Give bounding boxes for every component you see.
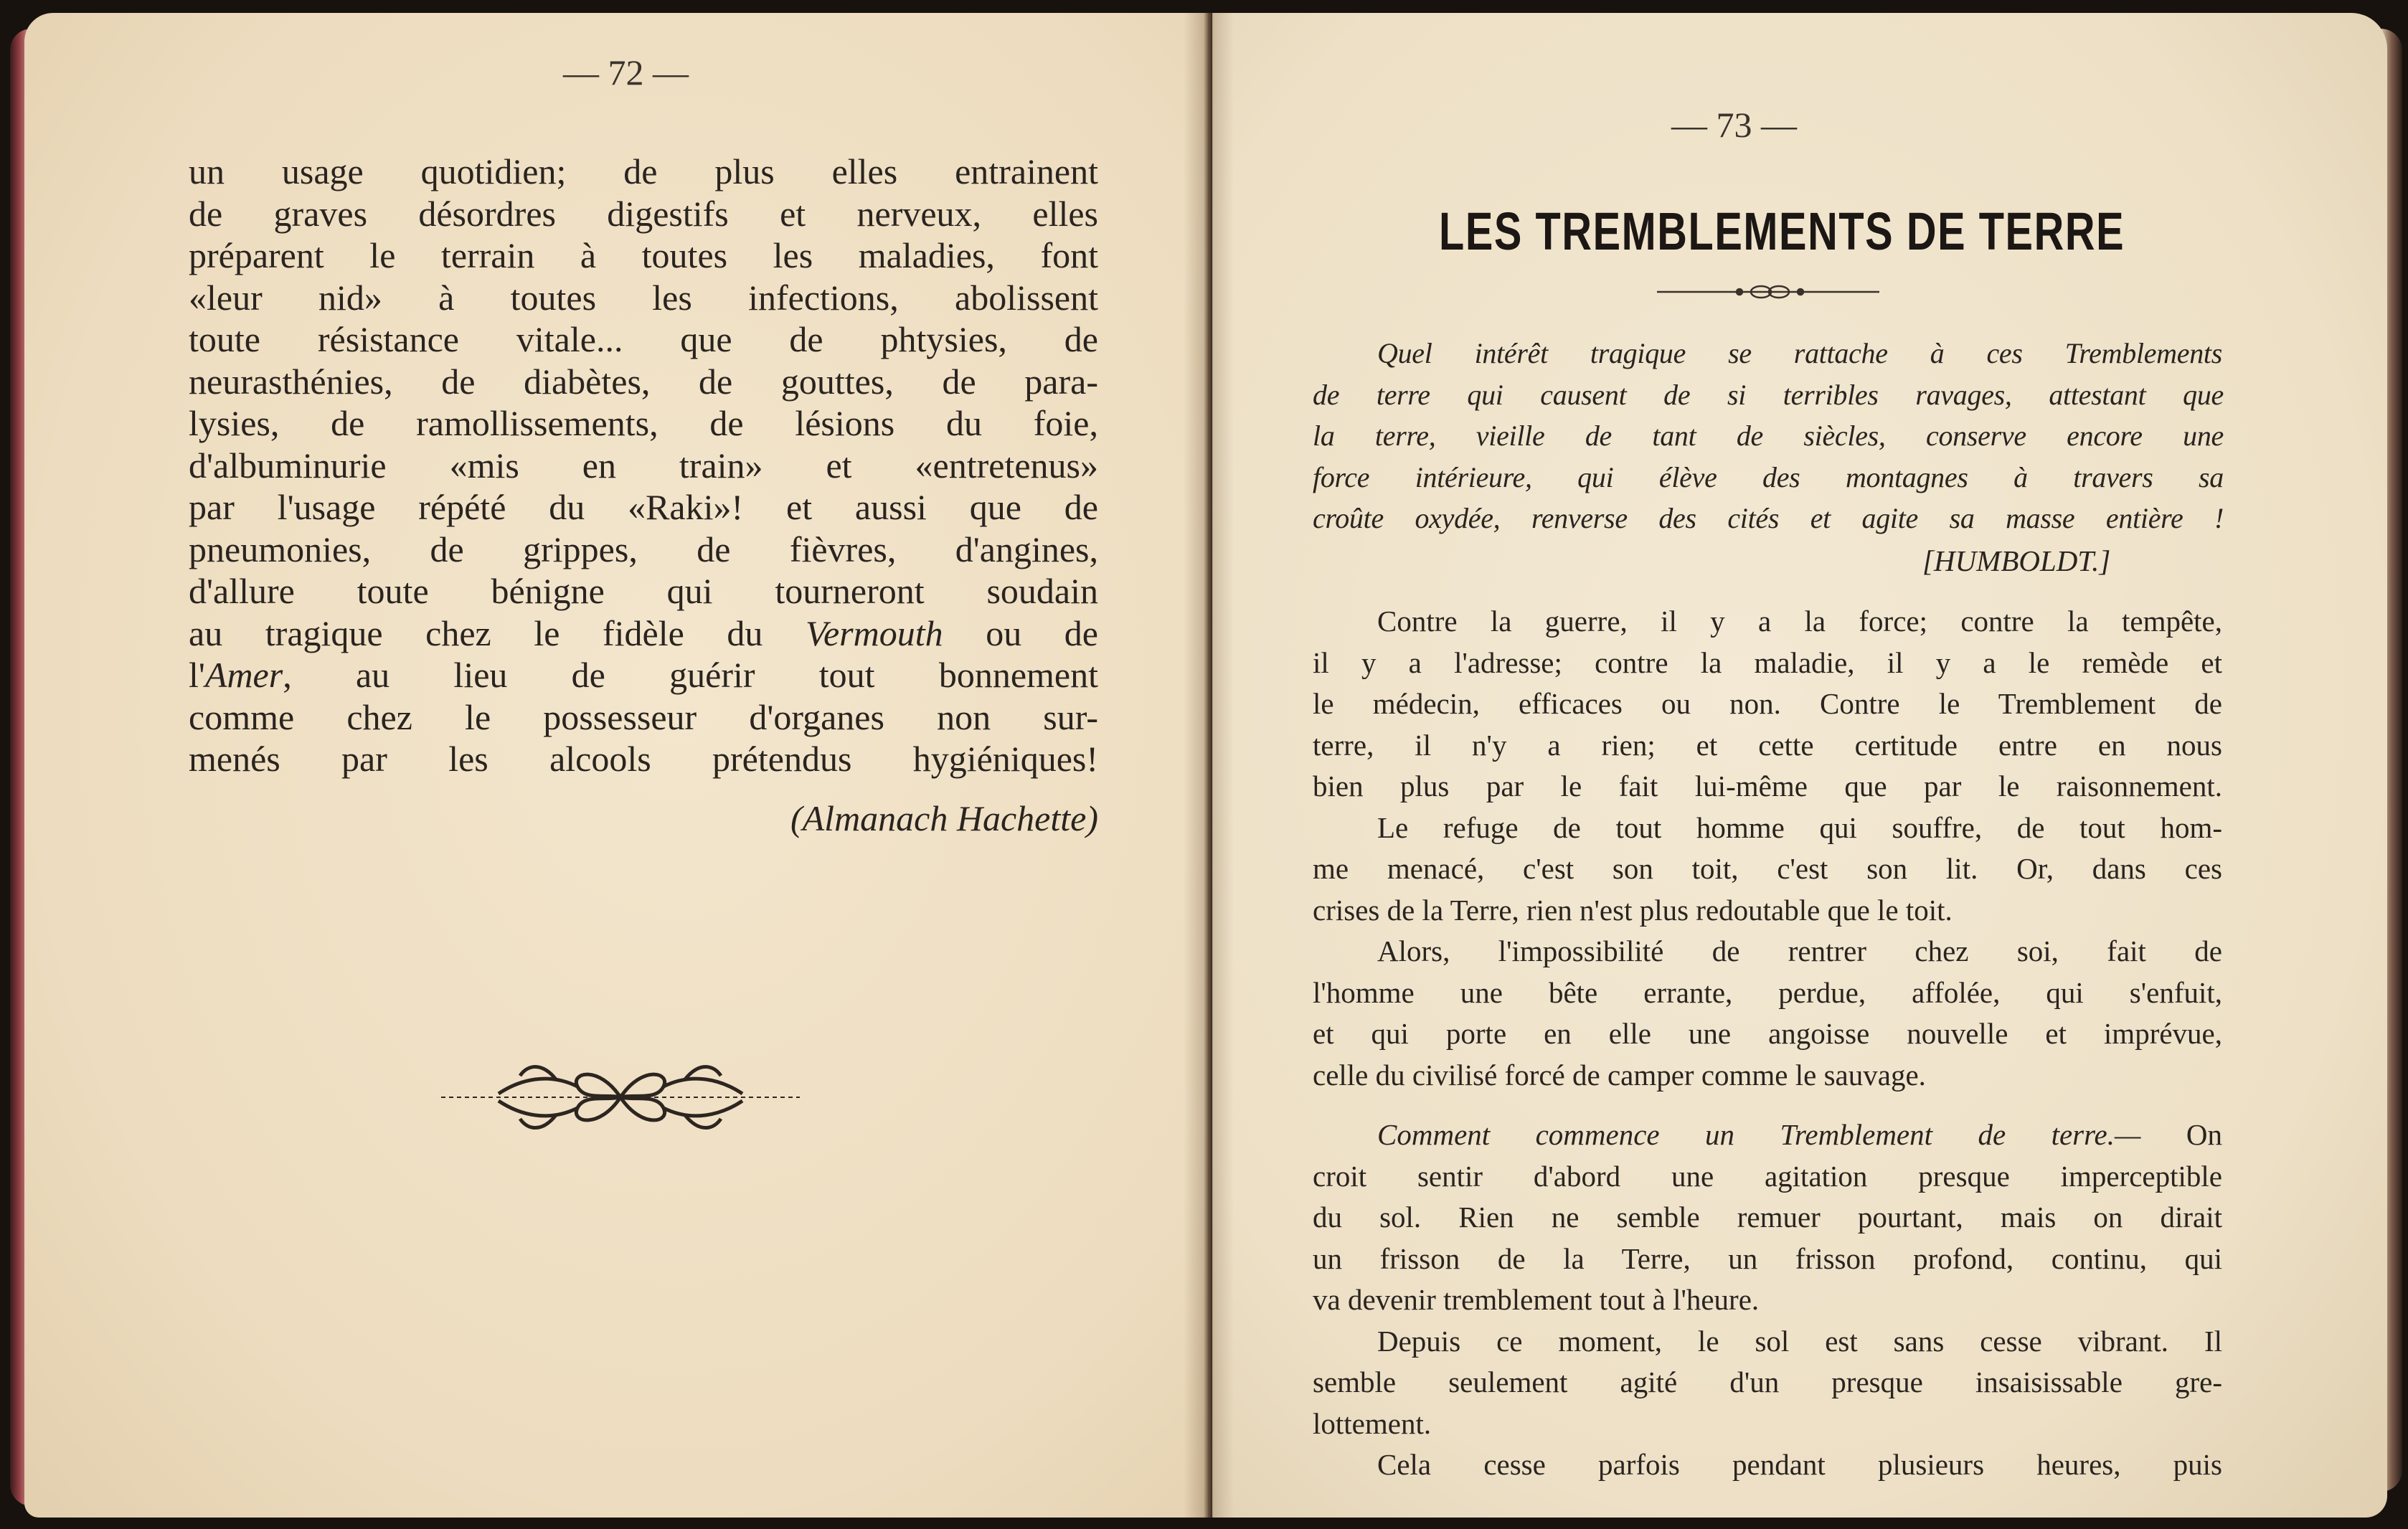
paragraph-line: Contre la guerre, il y a la force; contre la tempête, <box>1377 605 2222 638</box>
paragraph-line: lottement. <box>1313 1406 1432 1440</box>
italic-phrase: Vermouth <box>805 612 943 653</box>
paragraph-line: le médecin, efficaces ou non. Contre le Tremblement de <box>1313 687 2222 720</box>
epigraph-author: [HUMBOLDT.] <box>1922 544 2111 577</box>
text-line: d'albuminurie «mis en train» et «entretenus» <box>189 445 1098 486</box>
chapter-title <box>1439 201 2125 262</box>
paragraph-line: Comment commence un Tremblement de terre.— On <box>1377 1118 2223 1151</box>
text-line: pneumonies, de grippes, de fièvres, d'angines, <box>189 529 1098 569</box>
text-line: l'Amer, au lieu de guérir tout bonnement <box>189 655 1098 695</box>
page-number-left: — 72 — <box>563 52 689 93</box>
text-line: neurasthénies, de diabètes, de gouttes, de para- <box>189 361 1098 402</box>
italic-phrase: Comment commence un Tremblement de terre.— <box>1377 1118 2141 1151</box>
text-line: au tragique chez le fidèle du Vermouth ou de <box>189 612 1098 653</box>
paragraph-line: bien plus par le fait lui-même que par le raisonnement. <box>1313 770 2222 803</box>
ornament-vignette <box>441 1051 800 1144</box>
paragraph-line: du sol. Rien ne semble remuer pourtant, mais on dirait <box>1313 1201 2222 1234</box>
paragraph-line: l'homme une bête errante, perdue, affolée, qui s'enfuit, <box>1313 975 2222 1009</box>
text-line: comme chez le possesseur d'organes non sur- <box>189 696 1098 737</box>
text-line: toute résistance vitale... que de phtysies, de <box>189 319 1098 359</box>
paragraph-line: un frisson de la Terre, un frisson profond, continu, qui <box>1313 1241 2222 1275</box>
text-line: par l'usage répété du «Raki»! et aussi que de <box>189 487 1098 527</box>
italic-phrase: Amer <box>204 655 283 695</box>
paragraph-line: croit sentir d'abord une agitation presque imperceptible <box>1313 1159 2222 1193</box>
paragraph-line: et qui porte en elle une angoisse nouvelle et imprévue, <box>1313 1017 2222 1050</box>
epigraph-line: croûte oxydée, renverse des cités et agite sa masse entière ! <box>1313 502 2224 534</box>
paragraph-line: va devenir tremblement tout à l'heure. <box>1313 1283 1760 1316</box>
text-line: d'allure toute bénigne qui tourneront soudain <box>189 571 1098 611</box>
text-line: «leur nid» à toutes les infections, abolissent <box>189 277 1098 318</box>
paragraph-line: me menacé, c'est son toit, c'est son lit. Or, dans ces <box>1313 852 2222 885</box>
epigraph-line: la terre, vieille de tant de siècles, conserve encore une <box>1313 420 2224 452</box>
epigraph-line: de terre qui causent de si terribles ravages, attestant que <box>1313 378 2224 411</box>
text-line: préparent le terrain à toutes les maladies, font <box>189 235 1098 275</box>
title-ornament <box>1657 281 1879 303</box>
text-line: lysies, de ramollissements, de lésions du foie, <box>189 403 1098 443</box>
paragraph-line: crises de la Terre, rien n'est plus redoutable que le toit. <box>1313 893 1953 927</box>
paragraph-line: Alors, l'impossibilité de rentrer chez soi, fait de <box>1377 934 2222 967</box>
text-line: de graves désordres digestifs et nerveux, elles <box>189 193 1098 234</box>
chapter-title-text: LES TREMBLEMENTS DE TERRE <box>1439 202 2125 261</box>
paragraph-line: celle du civilisé forcé de camper comme le sauvage. <box>1313 1058 1926 1092</box>
attribution: (Almanach Hachette) <box>790 798 1098 838</box>
paragraph-line: Cela cesse parfois pendant plusieurs heures, puis <box>1377 1448 2222 1481</box>
text-line: un usage quotidien; de plus elles entrainent <box>189 151 1098 191</box>
paragraph-line: terre, il n'y a rien; et cette certitude entre en nous <box>1313 728 2222 762</box>
book-spine <box>1184 13 1234 1518</box>
epigraph-line: Quel intérêt tragique se rattache à ces Tremblements <box>1377 337 2222 369</box>
paragraph-line: Depuis ce moment, le sol est sans cesse vibrant. Il <box>1377 1324 2222 1358</box>
epigraph-line: force intérieure, qui élève des montagnes à travers sa <box>1313 460 2224 493</box>
paragraph-line: semble seulement agité d'un presque insaisissable gre- <box>1313 1365 2222 1398</box>
page-number-right: — 73 — <box>1671 105 1797 145</box>
paragraph-line: Le refuge de tout homme qui souffre, de tout hom- <box>1377 810 2222 844</box>
text-line: menés par les alcools prétendus hygiéniques! <box>189 739 1098 779</box>
paragraph-line: il y a l'adresse; contre la maladie, il y a le remède et <box>1313 645 2222 679</box>
